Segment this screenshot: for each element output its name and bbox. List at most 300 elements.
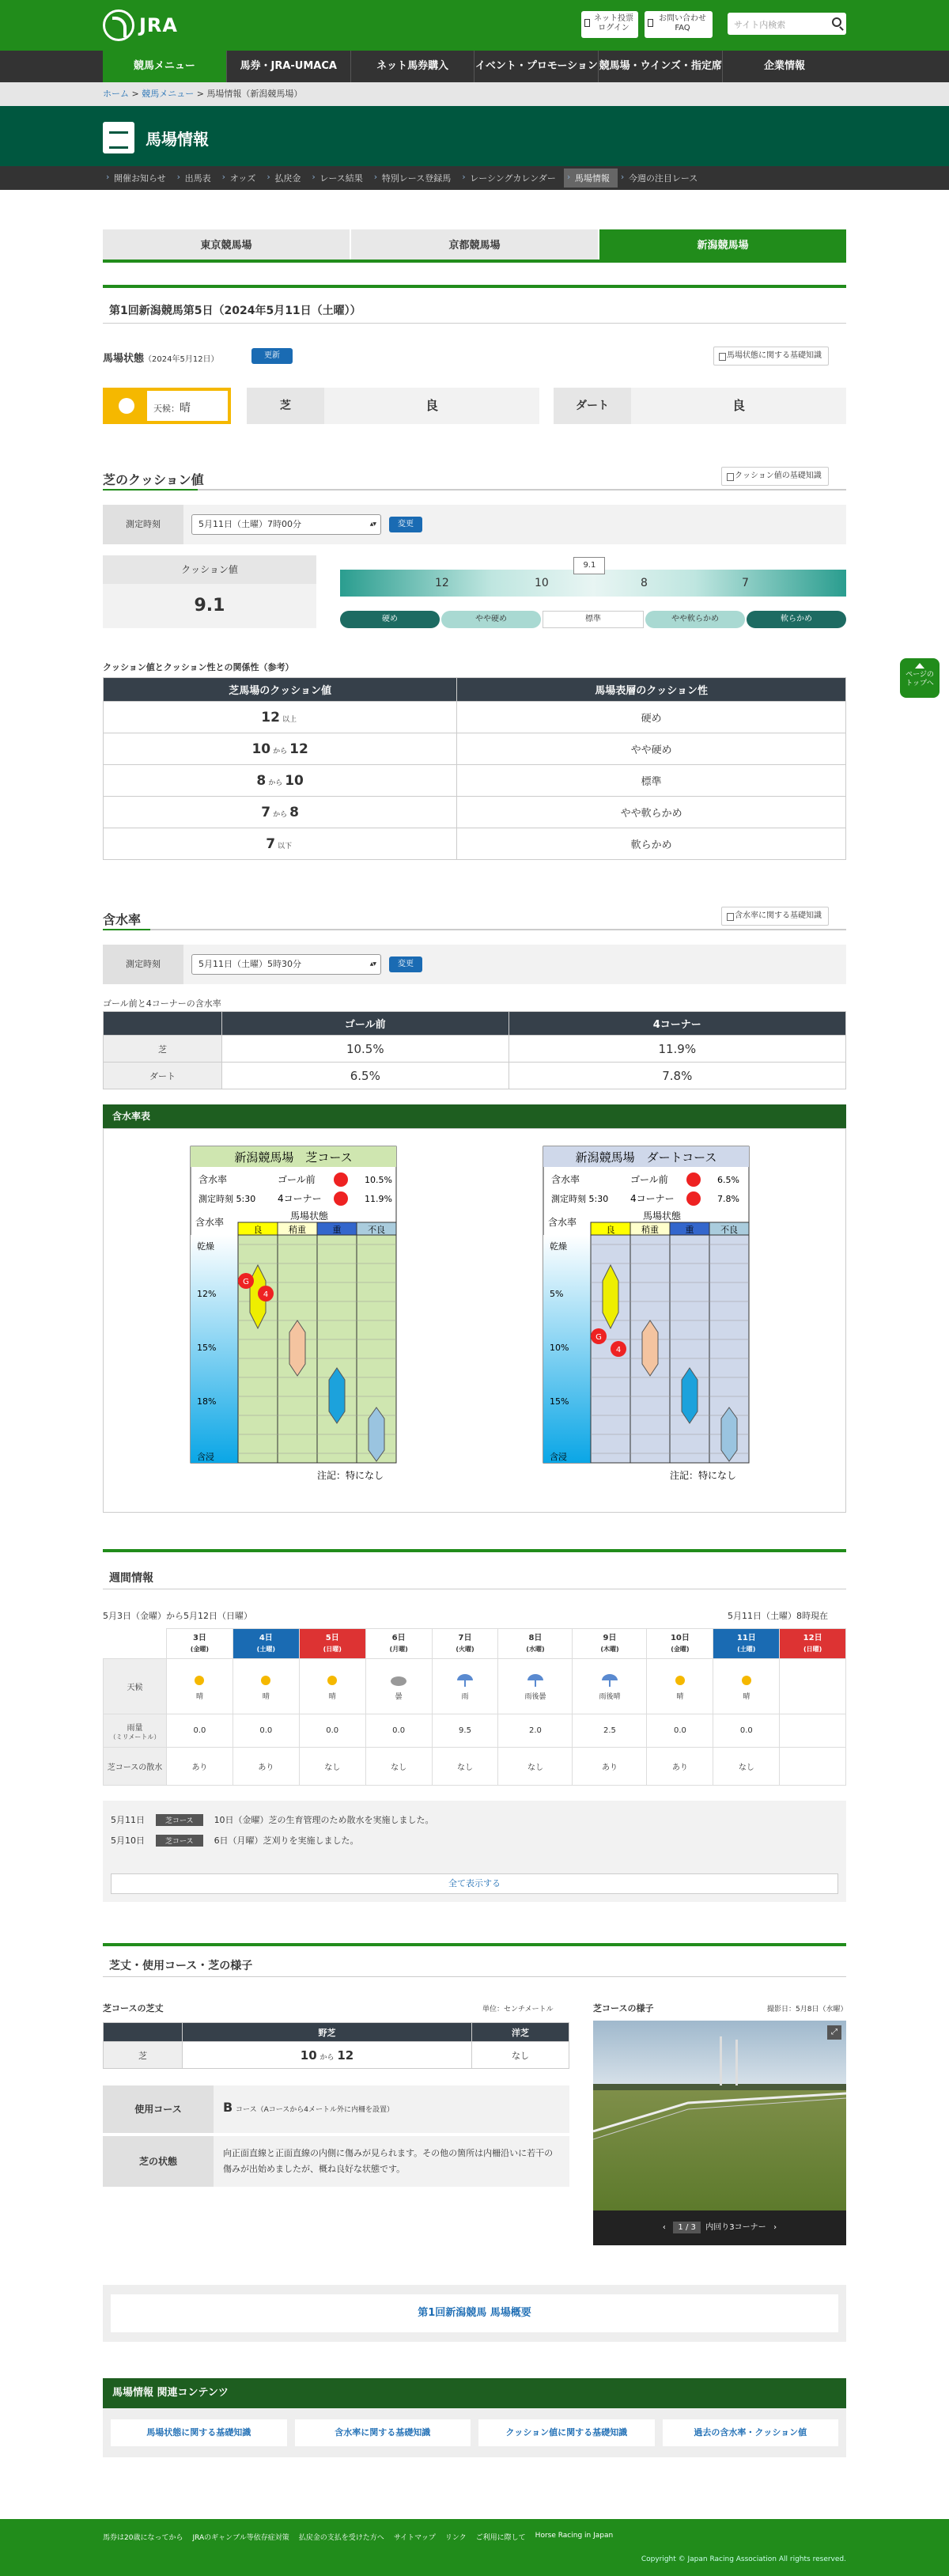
breadcrumb-menu[interactable]: 競馬メニュー (142, 89, 195, 99)
course-label: 使用コース (103, 2085, 214, 2133)
cushion-feel-cell: やや硬め (457, 733, 846, 765)
condition-title-text: 馬場状態 (103, 353, 145, 365)
moisture-time-label: 測定時刻 (103, 945, 183, 984)
footer-link[interactable]: 馬券は20歳になってから (103, 2534, 183, 2542)
level-standard: 標準 (543, 611, 644, 628)
moisture-row-label: ダート (104, 1063, 222, 1089)
divider (103, 1976, 846, 1977)
dirt-value: 良 (732, 398, 745, 413)
corner-point-label: 4 (615, 1346, 622, 1354)
tab-niigata[interactable]: 新潟競馬場 (599, 229, 846, 259)
turf-length-table (103, 2022, 569, 2069)
related-title: 馬場情報 関連コンテンツ (103, 2378, 846, 2408)
status-col-label: 不良 (720, 1225, 738, 1235)
footer-link[interactable]: ご利用に際して (475, 2534, 526, 2542)
day-num: 3日 (192, 1633, 206, 1642)
weather-text: 雨 (461, 1692, 469, 1701)
day-week: (火曜) (456, 1645, 475, 1653)
chart-goal-val: 10.5% (365, 1175, 392, 1185)
turf-value: 良 (425, 398, 438, 413)
condition-date: （2024年5月12日） (144, 355, 219, 364)
weekly-row-label-text: 雨量 (127, 1723, 143, 1733)
turf-condition (247, 388, 539, 424)
note-tag: 芝コース (156, 1835, 203, 1847)
weekly-note (111, 1813, 838, 1826)
water-value: なし (738, 1763, 754, 1772)
day-week: (月曜) (389, 1645, 408, 1653)
cushion-feel-cell: やや軟らかめ (457, 797, 846, 828)
day-num: 8日 (528, 1633, 543, 1642)
course-note: コース（Aコースから4メートル外に内柵を設置） (236, 2106, 395, 2114)
relation-row (104, 797, 846, 828)
water-value: あり (258, 1763, 274, 1772)
divider-accent (103, 929, 150, 930)
lnav-item-entries[interactable]: › 出馬表 (174, 172, 219, 184)
racecourse-tabs (103, 229, 846, 263)
weather-text: 晴 (262, 1692, 270, 1701)
turf-header: 洋芝 (471, 2023, 569, 2042)
chart-note: 注記：特になし (317, 1470, 384, 1481)
gnav-item-net-baken[interactable]: ネット馬券購入 (351, 51, 475, 82)
turf-header: 野芝 (183, 2023, 472, 2042)
day-week: (土曜) (737, 1645, 756, 1653)
weather-value: 晴 (180, 402, 191, 415)
footer-link[interactable]: Horse Racing in Japan (535, 2532, 614, 2540)
status-col-label: 良 (253, 1225, 263, 1235)
noshiba-sep: から (319, 2053, 335, 2062)
global-nav (0, 51, 949, 82)
turf-label: 芝 (247, 388, 324, 424)
corner-marker-icon (334, 1191, 348, 1206)
water-value: なし (391, 1763, 407, 1772)
status-range-band (369, 1407, 384, 1461)
status-col-label: 良 (606, 1225, 615, 1235)
water-value: なし (457, 1763, 473, 1772)
weekly-row-label-sub: （ミリメートル） (109, 1733, 161, 1741)
weekly-day (498, 1629, 573, 1659)
weekly-notes (103, 1801, 846, 1902)
range-num: 10 (285, 772, 304, 789)
goal-point-label: G (595, 1333, 602, 1342)
weather-text: 雨後晴 (599, 1692, 621, 1701)
footer-link[interactable]: サイトマップ (393, 2534, 436, 2542)
moisture-header: 4コーナー (509, 1012, 845, 1036)
weekly-cell (299, 1659, 365, 1714)
footer-link[interactable]: JRAのギャンブル等依存症対策 (192, 2534, 289, 2542)
gnav-item-event[interactable]: イベント・プロモーション (475, 51, 599, 82)
footer-link[interactable]: リンク (444, 2534, 467, 2542)
chart-status-label: 馬場状態 (642, 1210, 682, 1222)
rain-value: 0.0 (673, 1726, 686, 1735)
cushion-time-label: 測定時刻 (103, 505, 183, 544)
course-row (103, 2085, 569, 2133)
overview-link[interactable]: 第1回新潟競馬 馬場概要 (111, 2294, 838, 2332)
gnav-item-racecourse[interactable]: 競馬場・ウインズ・指定席 (599, 51, 723, 82)
sun-icon (167, 1673, 233, 1691)
prev-arrow-icon[interactable]: ‹ (662, 2223, 666, 2232)
moisture-tick: 乾燥 (197, 1241, 214, 1252)
relation-row (104, 828, 846, 860)
level-slightly-soft: やや軟らかめ (645, 611, 745, 628)
day-num: 6日 (391, 1633, 406, 1642)
moisture-tick: 18% (197, 1396, 217, 1407)
gnav-item-company[interactable]: 企業情報 (764, 60, 806, 72)
note-date: 5月10日 (111, 1835, 145, 1846)
login-icon (584, 19, 590, 27)
divider (103, 1549, 846, 1552)
jra-logo[interactable] (103, 9, 178, 41)
weekly-row (104, 1659, 846, 1714)
gnav-item-keiba-menu[interactable]: 競馬メニュー (103, 51, 227, 82)
weather-label: 天候： (153, 403, 180, 414)
moisture-tick: 含浸 (550, 1452, 567, 1462)
weekly-header-row (104, 1629, 846, 1659)
page-title: 馬場情報 (146, 130, 209, 149)
related-link-past[interactable]: 過去の含水率・クッション値 (663, 2419, 839, 2446)
weekly-corner (104, 1629, 167, 1659)
rain-value: 2.5 (603, 1726, 616, 1735)
weather-text: 晴 (328, 1692, 336, 1701)
day-week: (木曜) (600, 1645, 619, 1653)
weekly-day (365, 1629, 432, 1659)
weather-text: 曇 (395, 1692, 403, 1701)
show-all-button[interactable]: 全て表示する (111, 1873, 838, 1894)
moisture-title (103, 910, 141, 928)
level-hard: 硬め (340, 611, 440, 628)
cushion-levels (340, 611, 846, 628)
weekly-cell (713, 1714, 780, 1748)
weekly-day (780, 1629, 846, 1659)
range-num: 12 (261, 709, 280, 725)
cushion-marker: 9.1 (573, 557, 605, 574)
lnav-item-results[interactable]: › レース結果 (308, 172, 370, 184)
chart-ylabel: 含水率 (548, 1217, 577, 1228)
weekly-note (111, 1834, 838, 1847)
level-slightly-hard: やや硬め (441, 611, 541, 628)
expand-icon[interactable]: ⤢ (827, 2025, 841, 2040)
chart-time: 測定時刻 5:30 (551, 1194, 609, 1204)
state-text: 向正面直線と正面直線の内側に傷みが見られます。その他の箇所は内柵沿いに若干の傷みが出始めましたが、概ね良好な状態です。 (223, 2148, 554, 2174)
condition-title (103, 350, 219, 365)
cushion-scale-bar (340, 561, 846, 597)
cushion-time-select[interactable]: 5月11日（土曜）7時00分 ▲▼ (191, 514, 381, 535)
breadcrumb-sep: > (131, 89, 139, 99)
day-num: 5日 (325, 1633, 339, 1642)
moisture-tick: 乾燥 (550, 1241, 567, 1252)
lnav-item-special[interactable]: › 特別レース登録馬 (371, 172, 459, 184)
state-row (103, 2136, 569, 2187)
meeting-title: 第1回新潟競馬第5日（2024年5月11日（土曜）） (109, 305, 361, 317)
weekly-cell (365, 1748, 432, 1786)
lnav-item-calendar[interactable]: › レーシングカレンダー (459, 172, 564, 184)
turf-unit: 単位：センチメートル (482, 2006, 554, 2013)
weekly-row (104, 1748, 846, 1786)
related-link-moisture[interactable]: 含水率に関する基礎知識 (295, 2419, 471, 2446)
status-col-label: 稍重 (641, 1225, 659, 1235)
weekly-row-label (104, 1748, 167, 1786)
noshiba-max: 12 (337, 2048, 354, 2063)
sun-icon (233, 1673, 299, 1691)
moisture-tick: 5% (550, 1289, 564, 1299)
cushion-feel-cell: 硬め (457, 702, 846, 733)
breadcrumb-current: 馬場情報（新潟競馬場） (206, 89, 303, 99)
rain-value: 0.0 (326, 1726, 339, 1735)
day-week: (日曜) (323, 1645, 342, 1653)
range-num: 12 (289, 741, 308, 757)
weekly-row-label (104, 1659, 167, 1714)
range-num: 8 (289, 804, 299, 820)
weekly-day (713, 1629, 780, 1659)
status-range-band (721, 1407, 737, 1461)
goal-point-label: G (243, 1278, 249, 1286)
search-icon[interactable] (832, 17, 841, 27)
rain-value: 2.0 (529, 1726, 542, 1735)
weekly-day (432, 1629, 498, 1659)
moisture-time-bar (103, 945, 846, 984)
weekly-cell (573, 1714, 647, 1748)
water-value: なし (527, 1763, 543, 1772)
weekly-notes-list (103, 1801, 846, 1847)
rain-value: 9.5 (459, 1726, 471, 1735)
site-header (0, 0, 949, 51)
turf-length-title: 芝コースの芝丈 (103, 2003, 164, 2013)
photo-carousel[interactable] (593, 2021, 846, 2245)
note-text: 10日（金曜）芝の生育管理のため散水を実施しました。 (214, 1815, 434, 1825)
search-input[interactable] (728, 13, 846, 35)
weather-text: 晴 (195, 1692, 203, 1701)
noshiba-cell (183, 2042, 472, 2069)
divider (103, 285, 846, 288)
related-links (103, 2408, 846, 2457)
weekly-cell (299, 1748, 365, 1786)
footer-copyright: Copyright © Japan Racing Association All rights reserved. (641, 2555, 846, 2563)
lnav-item-featured[interactable]: › 今週の注目レース (618, 172, 705, 184)
weekly-cell (432, 1659, 498, 1714)
weekly-cell (299, 1714, 365, 1748)
weather-text (153, 400, 191, 415)
sun-icon (300, 1673, 365, 1691)
day-week: (日曜) (803, 1645, 822, 1653)
moisture-tick: 15% (197, 1343, 217, 1353)
rain-value: 0.0 (259, 1726, 273, 1735)
moisture-caption: ゴール前と4コーナーの含水率 (103, 998, 221, 1009)
weekly-cell (647, 1659, 713, 1714)
contact-label: お問い合わせ FAQ (659, 14, 706, 32)
note-tag: 芝コース (156, 1814, 203, 1826)
moisture-chart-title: 含水率表 (103, 1104, 846, 1128)
status-col-label: 重 (685, 1225, 694, 1235)
page-top-button[interactable]: ページの トップへ (900, 658, 940, 698)
status-range-band (329, 1368, 345, 1423)
jra-logo-mark (103, 9, 134, 41)
cushion-time-bar (103, 505, 846, 544)
range-num: 10 (251, 741, 271, 757)
next-arrow-icon[interactable]: › (773, 2223, 777, 2232)
relation-title: クッション値とクッション性との関係性（参考） (103, 662, 294, 672)
lnav-item-payout[interactable]: › 払戻金 (263, 172, 308, 184)
day-week: (金曜) (671, 1645, 690, 1653)
photo-title: 芝コースの様子 (593, 2003, 654, 2013)
day-num: 9日 (603, 1633, 617, 1642)
relation-row (104, 702, 846, 733)
status-col-label: 不良 (368, 1225, 385, 1235)
moisture-time-select[interactable]: 5月11日（土曜）5時30分 ▲▼ (191, 954, 381, 975)
chart-title: 新潟競馬場 芝コース (234, 1150, 353, 1165)
moisture-basic-button[interactable]: 含水率に関する基礎知識 (721, 907, 829, 926)
moisture-tick: 15% (550, 1396, 569, 1407)
moisture-change-button[interactable]: 変更 (389, 957, 422, 972)
divider (103, 489, 846, 491)
scale-tick: 7 (742, 577, 749, 589)
weekly-cell (573, 1748, 647, 1786)
cushion-range-cell (104, 733, 457, 765)
chart-ylabel: 含水率 (195, 1217, 225, 1228)
photo-caption: 内回り3コーナー (705, 2223, 766, 2232)
weekly-cell (780, 1748, 846, 1786)
moisture-cell: 11.9% (509, 1036, 845, 1063)
cushion-range-cell (104, 828, 457, 860)
weekly-row-label (104, 1714, 167, 1748)
weekly-cell (713, 1748, 780, 1786)
dirt-label: ダート (554, 388, 631, 424)
range-word: 以下 (278, 842, 293, 850)
divider-accent (103, 489, 198, 491)
weekly-cell (432, 1748, 498, 1786)
weekly-cell (498, 1659, 573, 1714)
cushion-value: 9.1 (103, 584, 316, 628)
chart-corner-val: 7.8% (717, 1194, 739, 1204)
corner-marker-icon (686, 1191, 701, 1206)
chart-rate-label: 含水率 (551, 1174, 580, 1185)
umbrella-icon (573, 1673, 646, 1691)
weekly-day (299, 1629, 365, 1659)
weekly-cell (432, 1714, 498, 1748)
page-title-band (0, 106, 949, 166)
weekly-day (167, 1629, 233, 1659)
moisture-table (103, 1011, 846, 1089)
scale-tick: 10 (535, 577, 549, 589)
weekly-cell (233, 1748, 299, 1786)
tab-tokyo[interactable]: 東京競馬場 (103, 229, 350, 259)
weekly-cell (365, 1659, 432, 1714)
footer-links (103, 2532, 613, 2542)
weekly-cell (233, 1659, 299, 1714)
chart-corner-label: 4コーナー (630, 1193, 675, 1204)
weekly-row-label-text: 芝コースの散水 (107, 1763, 163, 1772)
cushion-basic-button[interactable]: クッション値の基礎知識 (721, 467, 829, 486)
cushion-value-box (103, 555, 316, 628)
course-value (223, 2100, 394, 2115)
related-link-cushion[interactable]: クッション値に関する基礎知識 (478, 2419, 655, 2446)
rain-value: 0.0 (193, 1726, 206, 1735)
condition-basic-button[interactable]: 馬場状態に関する基礎知識 (713, 347, 829, 366)
mail-icon (648, 19, 653, 27)
sun-icon (119, 398, 134, 414)
weekly-cell (498, 1748, 573, 1786)
moisture-cell: 7.8% (509, 1063, 845, 1089)
cushion-value-label: クッション値 (103, 555, 316, 584)
weekly-day (647, 1629, 713, 1659)
relation-header: 芝馬場のクッション値 (104, 678, 457, 702)
sun-icon (713, 1673, 779, 1691)
gnav-item-baken[interactable]: 馬券・JRA-UMACA (227, 51, 351, 82)
cushion-change-button[interactable]: 変更 (389, 517, 422, 532)
scale-tick: 12 (435, 577, 449, 589)
note-date: 5月11日 (111, 1815, 145, 1825)
cushion-feel-cell: 標準 (457, 765, 846, 797)
cushion-range-cell (104, 797, 457, 828)
range-word: 以上 (282, 715, 297, 724)
weekly-table (103, 1628, 846, 1786)
net-voting-button[interactable] (581, 11, 638, 38)
turf-header-blank (104, 2023, 183, 2042)
corner-point-label: 4 (263, 1290, 269, 1299)
weekly-range: 5月3日（金曜）から5月12日（日曜） (103, 1611, 252, 1621)
water-value: あり (191, 1763, 208, 1772)
range-word: から (268, 778, 283, 787)
breadcrumb (0, 82, 949, 106)
weekly-cell (713, 1659, 780, 1714)
weekly-cell (167, 1748, 233, 1786)
lnav-item-notice[interactable]: › 開催お知らせ (103, 172, 174, 184)
turf-row-label: 芝 (104, 2042, 183, 2069)
divider (103, 323, 846, 324)
day-week: (土曜) (256, 1645, 275, 1653)
goal-marker-icon (334, 1172, 348, 1187)
chart-note: 注記：特になし (670, 1470, 737, 1481)
umbrella-icon (498, 1673, 572, 1691)
breadcrumb-sep: > (196, 89, 204, 99)
footer-link[interactable]: 払戻金の支払を受けた方へ (298, 2534, 384, 2542)
day-week: (水曜) (526, 1645, 545, 1653)
umbrella-icon (433, 1673, 498, 1691)
local-nav (0, 166, 949, 190)
breadcrumb-home[interactable]: ホーム (103, 89, 129, 99)
level-soft: 軟らかめ (747, 611, 846, 628)
moisture-row-label: 芝 (104, 1036, 222, 1063)
weekly-day (573, 1629, 647, 1659)
cushion-title (103, 470, 204, 488)
chart-goal-label: ゴール前 (278, 1174, 316, 1185)
tab-kyoto[interactable]: 京都競馬場 (351, 229, 598, 259)
weekly-cell (167, 1659, 233, 1714)
moisture-header-blank (104, 1012, 222, 1036)
chart-rate-label: 含水率 (198, 1174, 228, 1185)
weekly-cell (498, 1714, 573, 1748)
day-num: 12日 (803, 1633, 822, 1642)
rain-value: 0.0 (739, 1726, 753, 1735)
site-footer (0, 2519, 949, 2576)
status-col-label: 重 (332, 1225, 342, 1235)
photo-pager (593, 2214, 846, 2242)
related-link-condition[interactable]: 馬場状態に関する基礎知識 (111, 2419, 287, 2446)
status-range-band (289, 1320, 305, 1376)
contact-button[interactable] (645, 11, 713, 38)
status-range-band (642, 1320, 658, 1376)
moisture-chart-svg (104, 1129, 845, 1512)
chart-title: 新潟競馬場 ダートコース (575, 1150, 717, 1165)
lnav-item-baba[interactable]: › 馬場情報 (564, 169, 618, 188)
lnav-item-odds[interactable]: › オッズ (219, 172, 264, 184)
chart-status-label: 馬場状態 (289, 1210, 329, 1222)
update-button[interactable]: 更新 (251, 348, 293, 364)
weekly-cell (365, 1714, 432, 1748)
weekly-cell (233, 1714, 299, 1748)
cushion-feel-cell: 軟らかめ (457, 828, 846, 860)
moisture-title-text: 含水率 (103, 912, 142, 927)
cloud-icon (366, 1673, 432, 1691)
range-word: から (273, 747, 288, 756)
